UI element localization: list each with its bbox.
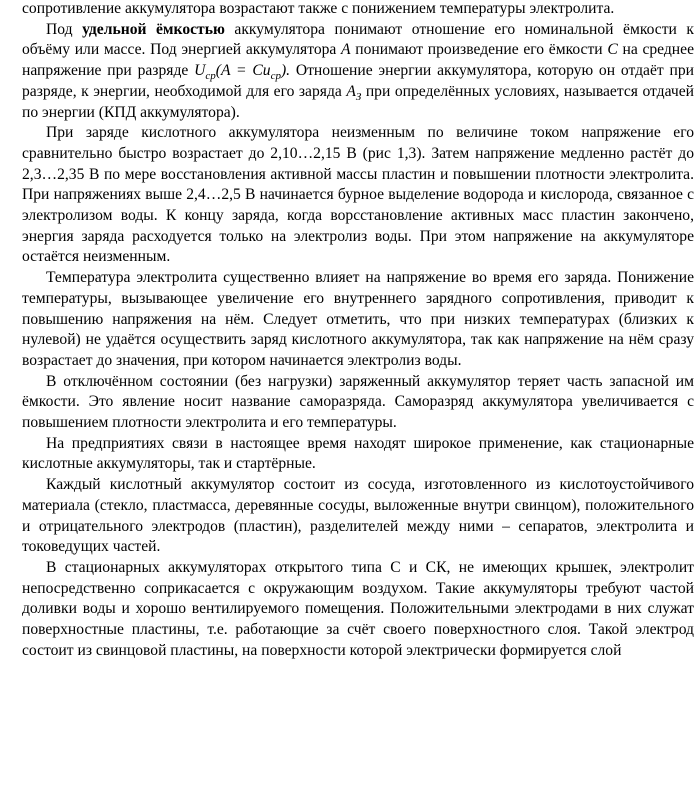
subscript-text: ср: [205, 70, 216, 83]
italic-symbol: U: [194, 62, 206, 80]
italic-symbol: A: [341, 41, 351, 59]
text-run: Отношение энергии аккумулятора, которую он отдаёт при разряде, к энергии, необходимой для его заряда: [22, 62, 694, 100]
paragraph: [22, 268, 694, 372]
italic-symbol: (A = Cu: [215, 62, 271, 80]
subscript-text: З: [355, 90, 362, 103]
document-page: [22, 0, 694, 662]
text-run: При заряде кислотного аккумулятора неизменным по величине током напряжение его сравнительно быстро возрастает до 2,10…2,15 В (рис 1,3). Затем напряжение медленно растёт до 2,3…2,35 В по мере восстановления активной массы пластин и повышении плотности электролита. При напряжениях выше 2,4…2,5 В начинается бурное выделение водорода и кислорода, связанное с электролизом воды. К концу заряда, когда ворсстановление активных масс пластин закончено, энергия заряда расходуется только на электролиз воды. При этом напряжение на аккумуляторе остаётся неизменным.: [22, 124, 694, 266]
text-run: На предприятиях связи в настоящее время находят широкое применение, как стационарные кислотные аккумуляторы, так и стартёрные.: [22, 434, 694, 473]
italic-symbol: A: [346, 82, 356, 100]
italic-symbol: C: [607, 41, 618, 59]
bold-term: удельной ёмкостью: [82, 20, 225, 38]
text-run: Каждый кислотный аккумулятор состоит из сосуда, изготовленного из кислотоустойчивого материала (стекло, пластмасса, деревянные сосуды, выложенные внутри свинцом), положительного и отрицательного электродов (пластин), разделителей между ними – сепаратов, электролита и токоведущих частей.: [22, 476, 694, 556]
text-run: на среднее напряжение при разряде: [22, 41, 694, 80]
italic-symbol: ).: [280, 62, 291, 80]
text-run: при определённых условиях, называется отдачей по энергии (КПД аккумулятора).: [22, 82, 694, 121]
text-run: сопротивление аккумулятора возрастают также с понижением температуры электролита.: [22, 0, 615, 17]
paragraph: [22, 0, 694, 20]
paragraph: [22, 475, 694, 558]
text-run: В отключённом состоянии (без нагрузки) заряженный аккумулятор теряет часть запасной им ёмкости. Это явление носит название саморазряда. Саморазряд аккумулятора увеличивается с повышением плотности электролита и его температуры.: [22, 372, 694, 432]
subscript-text: ср: [270, 70, 281, 83]
text-run: Под: [46, 20, 83, 38]
text-run: В стационарных аккумуляторах открытого типа С и СК, не имеющих крышек, электролит непосредственно соприкасается с окружающим воздухом. Такие аккумуляторы требуют частой доливки воды и хорошо вентилируемого помещения. Положительными электродами в них служат поверхностные пластины, т.е. работающие за счёт своего поверхностного слоя. Такой электрод состоит из свинцовой пластины, на поверхности которой электрически формируется слой: [22, 558, 694, 659]
paragraph: [22, 123, 694, 268]
paragraph: [22, 434, 694, 475]
text-run: Температура электролита существенно влияет на напряжение во время его заряда. Понижение температуры, вызывающее увеличение его внутреннего зарядного сопротивления, приводит к повышению напряжения на нём. Следует отметить, что при низких температурах (близких к нулевой) не удаётся осуществить заряд кислотного аккумулятора, так как напряжение на нём сразу возрастает до значения, при котором начинается электролиз воды.: [22, 269, 694, 369]
paragraph: [22, 558, 694, 662]
paragraph: [22, 20, 694, 124]
paragraph: [22, 372, 694, 434]
text-run: понимают произведение его ёмкости: [350, 41, 608, 59]
text-run: аккумулятора понимают отношение его номинальной ёмкости к объёму или массе. Под энергией аккумулятора: [22, 20, 694, 59]
